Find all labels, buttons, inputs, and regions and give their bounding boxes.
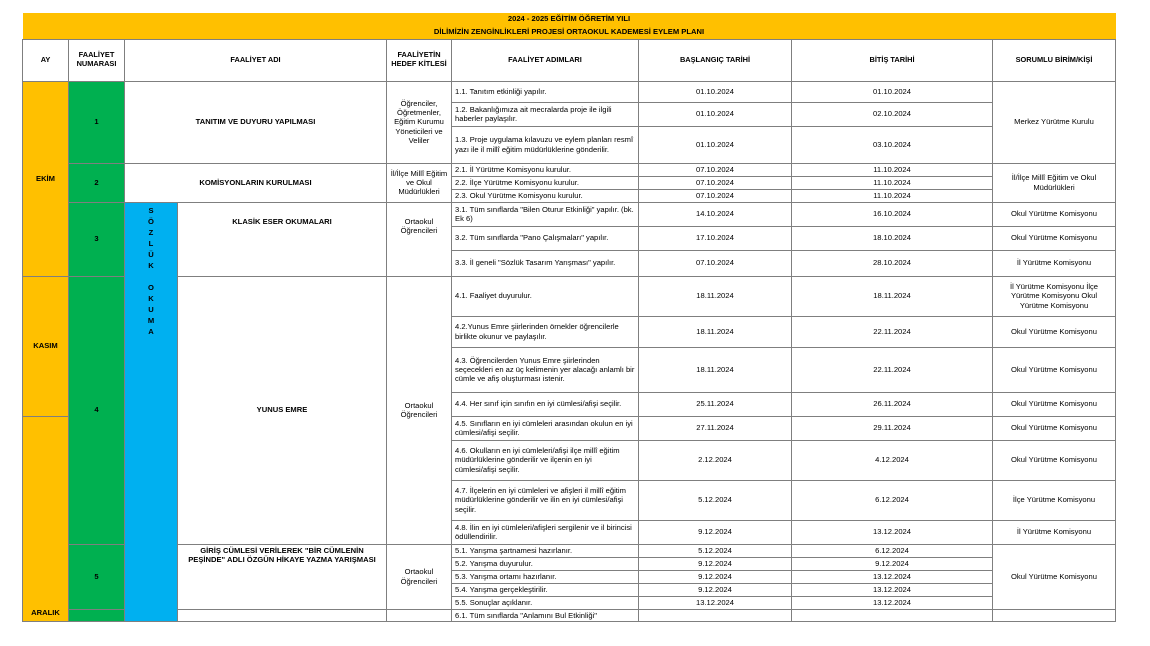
step-1-1-start: 01.10.2024 [639,81,792,102]
activity-5-name: GİRİŞ CÜMLESİ VERİLEREK "BİR CÜMLENİN PEŞİNDE" ADLI ÖZGÜN HİKAYE YAZMA YARIŞMASI [178,544,387,609]
activity-5-no: 5 [69,544,125,609]
step-5-5-end: 13.12.2024 [792,596,993,609]
step-4-5: 4.5. Sınıfların en iyi cümleleri arasından okulun en iyi cümlesi/afişi seçilir. [452,416,639,440]
step-3-3: 3.3. İl geneli "Sözlük Tasarım Yarışması" yapılır. [452,250,639,276]
step-5-2: 5.2. Yarışma duyurulur. [452,557,639,570]
activity-4-no: 4 [69,276,125,544]
step-1-2: 1.2. Bakanlığımıza ait mecralarda proje ile ilgili haberler paylaşılır. [452,102,639,126]
step-2-3-end: 11.10.2024 [792,189,993,202]
step-1-2-start: 01.10.2024 [639,102,792,126]
title-line-2: DİLİMİZİN ZENGİNLİKLERİ PROJESİ ORTAOKUL KADEMESİ EYLEM PLANI [23,26,1116,39]
step-4-3-end: 22.11.2024 [792,347,993,392]
step-5-4: 5.4. Yarışma gerçekleştirilir. [452,583,639,596]
step-4-3: 4.3. Öğrencilerden Yunus Emre şiirlerinden seçecekleri en az üç kelimenin yer alacağı anlamlı bir cümle ve afiş oluşturması istenir. [452,347,639,392]
step-5-4-start: 9.12.2024 [639,583,792,596]
step-4-2: 4.2.Yunus Emre şiirlerinden örnekler öğrencilerle birlikte okunur ve paylaşılır. [452,316,639,347]
step-3-3-owner: İl Yürütme Komisyonu [993,250,1116,276]
step-4-1-start: 18.11.2024 [639,276,792,316]
step-1-1: 1.1. Tanıtım etkinliği yapılır. [452,81,639,102]
step-4-1-owner: İl Yürütme Komisyonu İlçe Yürütme Komisyonu Okul Yürütme Komisyonu [993,276,1116,316]
activity-5-owner: Okul Yürütme Komisyonu [993,544,1116,609]
step-2-1: 2.1. İl Yürütme Komisyonu kurulur. [452,163,639,176]
step-3-1-start: 14.10.2024 [639,202,792,226]
step-4-8-start: 9.12.2024 [639,520,792,544]
step-5-2-end: 9.12.2024 [792,557,993,570]
step-1-3: 1.3. Proje uygulama kılavuzu ve eylem planları resmî yazı ile il millî eğitim müdürlüklerine gönderilir. [452,126,639,163]
step-4-4-owner: Okul Yürütme Komisyonu [993,392,1116,416]
step-1-3-end: 03.10.2024 [792,126,993,163]
header-no: FAALİYET NUMARASI [69,39,125,81]
header-adi: FAALİYET ADI [125,39,387,81]
sozluk-letter: S [148,205,154,215]
step-4-4-end: 26.11.2024 [792,392,993,416]
step-3-1-owner: Okul Yürütme Komisyonu [993,202,1116,226]
step-1-1-end: 01.10.2024 [792,81,993,102]
activity-6-no [69,609,125,621]
activity-2-name: KOMİSYONLARIN KURULMASI [125,163,387,202]
step-2-3-start: 07.10.2024 [639,189,792,202]
activity-6-target [387,609,452,621]
sozluk-letter: U [148,304,154,314]
activity-5-target: Ortaokul Öğrencileri [387,544,452,609]
activity-3-no: 3 [69,202,125,276]
activity-4-target: Ortaokul Öğrencileri [387,276,452,544]
sozluk-letter: M [147,315,155,325]
activity-2-owner: İl/İlçe Millî Eğitim ve Okul Müdürlükleri [993,163,1116,202]
step-3-1: 3.1. Tüm sınıflarda "Bilen Oturur Etkinliği" yapılır. (bk. Ek 6) [452,202,639,226]
step-5-3-start: 9.12.2024 [639,570,792,583]
action-plan-sheet [22,13,1115,622]
step-3-2-end: 18.10.2024 [792,226,993,250]
header-bit: BİTİŞ TARİHİ [792,39,993,81]
activity-1-name: TANITIM VE DUYURU YAPILMASI [125,81,387,163]
step-3-3-start: 07.10.2024 [639,250,792,276]
action-plan-table [22,13,1116,622]
activity-3-target: Ortaokul Öğrencileri [387,202,452,276]
step-2-1-start: 07.10.2024 [639,163,792,176]
step-4-8-end: 13.12.2024 [792,520,993,544]
step-2-2-end: 11.10.2024 [792,176,993,189]
step-4-2-end: 22.11.2024 [792,316,993,347]
step-1-3-start: 01.10.2024 [639,126,792,163]
step-6-1-start [639,609,792,621]
month-kasim: KASIM [23,276,69,416]
step-4-2-start: 18.11.2024 [639,316,792,347]
activity-6-name [178,609,387,621]
sozluk-letter: L [148,238,154,248]
activity-4-name: YUNUS EMRE [178,276,387,544]
step-3-1-end: 16.10.2024 [792,202,993,226]
step-2-3: 2.3. Okul Yürütme Komisyonu kurulur. [452,189,639,202]
step-5-1-end: 6.12.2024 [792,544,993,557]
step-3-3-end: 28.10.2024 [792,250,993,276]
step-3-2-owner: Okul Yürütme Komisyonu [993,226,1116,250]
step-2-2: 2.2. İlçe Yürütme Komisyonu kurulur. [452,176,639,189]
sozluk-okuma-label [125,202,178,621]
step-4-4: 4.4. Her sınıf için sınıfın en iyi cümlesi/afişi seçilir. [452,392,639,416]
step-4-7-owner: İlçe Yürütme Komisyonu [993,480,1116,520]
step-4-6: 4.6. Okulların en iyi cümleleri/afişi ilçe millî eğitim müdürlüklerine gönderilir ve ilçenin en iyi cümlesi/afişi seçilir. [452,440,639,480]
step-5-1-start: 5.12.2024 [639,544,792,557]
activity-2-no: 2 [69,163,125,202]
step-6-1: 6.1. Tüm sınıflarda "Anlamını Bul Etkinliği" [452,609,639,621]
header-bas: BAŞLANGIÇ TARİHİ [639,39,792,81]
step-4-5-owner: Okul Yürütme Komisyonu [993,416,1116,440]
step-5-5-start: 13.12.2024 [639,596,792,609]
sozluk-letter: Ö [148,216,154,226]
step-3-2-start: 17.10.2024 [639,226,792,250]
activity-1-target: Öğrenciler, Öğretmenler, Eğitim Kurumu Yöneticileri ve Veliler [387,81,452,163]
header-ay: AY [23,39,69,81]
activity-1-no: 1 [69,81,125,163]
activity-1-owner: Merkez Yürütme Kurulu [993,81,1116,163]
step-2-1-end: 11.10.2024 [792,163,993,176]
title-line-1: 2024 - 2025 EĞİTİM ÖĞRETİM YILI [23,13,1116,26]
sozluk-letter: Z [148,227,154,237]
step-2-2-start: 07.10.2024 [639,176,792,189]
month-aralik: ARALIK [23,416,69,621]
step-4-1-end: 18.11.2024 [792,276,993,316]
step-4-6-owner: Okul Yürütme Komisyonu [993,440,1116,480]
sozluk-letter: K [148,260,154,270]
step-4-7-end: 6.12.2024 [792,480,993,520]
step-4-6-end: 4.12.2024 [792,440,993,480]
step-4-5-end: 29.11.2024 [792,416,993,440]
step-4-7-start: 5.12.2024 [639,480,792,520]
activity-3-name: KLASİK ESER OKUMALARI [178,202,387,276]
step-6-1-end [792,609,993,621]
header-adim: FAALİYET ADIMLARI [452,39,639,81]
step-5-3-end: 13.12.2024 [792,570,993,583]
step-4-3-owner: Okul Yürütme Komisyonu [993,347,1116,392]
step-6-1-owner [993,609,1116,621]
step-4-2-owner: Okul Yürütme Komisyonu [993,316,1116,347]
sozluk-letter: O [148,282,154,292]
step-3-2: 3.2. Tüm sınıflarda "Pano Çalışmaları" yapılır. [452,226,639,250]
step-5-2-start: 9.12.2024 [639,557,792,570]
step-5-3: 5.3. Yarışma ortamı hazırlanır. [452,570,639,583]
sozluk-letter: Ü [148,249,154,259]
sozluk-letter: A [148,326,154,336]
sozluk-letter: K [148,293,154,303]
step-4-8-owner: İl Yürütme Komisyonu [993,520,1116,544]
step-5-4-end: 13.12.2024 [792,583,993,596]
step-4-6-start: 2.12.2024 [639,440,792,480]
activity-2-target: İl/İlçe Millî Eğitim ve Okul Müdürlükleri [387,163,452,202]
step-4-3-start: 18.11.2024 [639,347,792,392]
step-5-1: 5.1. Yarışma şartnamesi hazırlanır. [452,544,639,557]
header-sorumlu: SORUMLU BİRİM/KİŞİ [993,39,1116,81]
step-4-7: 4.7. İlçelerin en iyi cümleleri ve afişleri il millî eğitim müdürlüklerine gönderilir ve ilin en iyi cümlesi/afişi seçilir. [452,480,639,520]
step-5-5: 5.5. Sonuçlar açıklanır. [452,596,639,609]
step-4-5-start: 27.11.2024 [639,416,792,440]
step-4-8: 4.8. İlin en iyi cümleleri/afişleri sergilenir ve il birincisi ödüllendirilir. [452,520,639,544]
header-hedef: FAALİYETİN HEDEF KİTLESİ [387,39,452,81]
step-4-4-start: 25.11.2024 [639,392,792,416]
step-4-1: 4.1. Faaliyet duyurulur. [452,276,639,316]
step-1-2-end: 02.10.2024 [792,102,993,126]
month-ekim: EKİM [23,81,69,276]
